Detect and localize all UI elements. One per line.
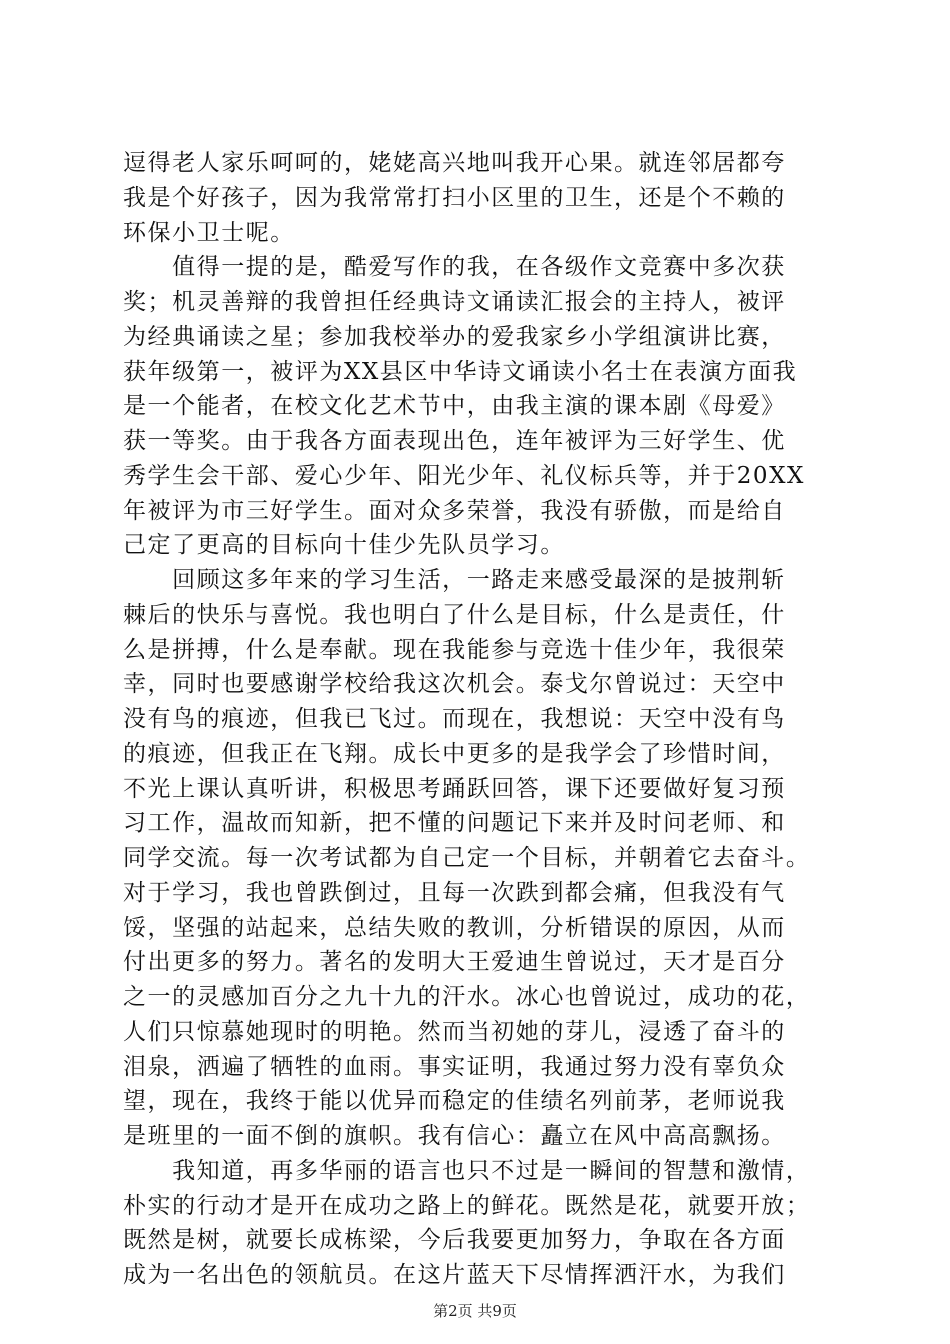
text-line: 的痕迹，但我正在飞翔。成长中更多的是我学会了珍惜时间， [123,740,786,767]
text-line: 我知道，再多华丽的语言也只不过是一瞬间的智慧和激情， [123,1157,811,1184]
text-line: 是一个能者，在校文化艺术节中，由我主演的课本剧《母爱》 [123,393,786,420]
text-line: 获一等奖。由于我各方面表现出色，连年被评为三好学生、优 [123,428,786,454]
text-line: 之一的灵感加百分之九十九的汗水。冰心也曾说过，成功的花， [123,984,811,1010]
text-line: 对于学习，我也曾跌倒过，且每一次跌到都会痛，但我没有气 [123,879,786,906]
text-line: 成为一名出色的领航员。在这片蓝天下尽情挥洒汗水，为我们 [123,1262,786,1288]
text-line: 么是拼搏，什么是奉献。现在我能参与竞选十佳少年，我很荣 [123,636,786,663]
text-line: 年被评为市三好学生。面对众多荣誉，我没有骄傲，而是给自 [123,497,786,524]
text-line: 泪泉，洒遍了牺牲的血雨。事实证明，我通过努力没有辜负众 [123,1053,786,1080]
text-line: 环保小卫士呢。 [123,219,295,246]
text-line: 获年级第一，被评为XX县区中华诗文诵读小名士在表演方面我 [123,358,798,385]
text-line: 逗得老人家乐呵呵的，姥姥高兴地叫我开心果。就连邻居都夸 [123,150,786,176]
text-line: 是班里的一面不倒的旗帜。我有信心：矗立在风中高高飘扬。 [123,1123,786,1149]
text-line: 人们只惊慕她现时的明艳。然而当初她的芽儿，浸透了奋斗的 [123,1018,786,1045]
text-line: 棘后的快乐与喜悦。我也明白了什么是目标，什么是责任，什 [123,601,786,628]
text-line: 奖；机灵善辩的我曾担任经典诗文诵读汇报会的主持人，被评 [123,289,786,315]
text-line: 秀学生会干部、爱心少年、阳光少年、礼仪标兵等，并于20XX [123,462,805,489]
text-line: 同学交流。每一次考试都为自己定一个目标，并朝着它去奋斗。 [123,845,811,871]
text-line: 值得一提的是，酷爱写作的我，在各级作文竞赛中多次获 [123,254,786,281]
page-number-footer: 第2页 共9页 [433,1302,517,1320]
text-line: 不光上课认真听讲，积极思考踊跃回答，课下还要做好复习预 [123,775,786,802]
text-line: 付出更多的努力。著名的发明大王爱迪生曾说过，天才是百分 [123,949,786,976]
text-line: 馁，坚强的站起来，总结失败的教训，分析错误的原因，从而 [123,914,786,941]
document-body [123,146,833,1293]
text-line: 既然是树，就要长成栋梁，今后我要更加努力，争取在各方面 [123,1227,786,1254]
text-line: 回顾这多年来的学习生活，一路走来感受最深的是披荆斩 [123,567,786,593]
text-line: 朴实的行动才是开在成功之路上的鲜花。既然是花，就要开放； [123,1192,811,1219]
text-line: 望，现在，我终于能以优异而稳定的佳绩名列前茅，老师说我 [123,1088,786,1115]
text-line: 为经典诵读之星；参加我校举办的爱我家乡小学组演讲比赛， [123,323,786,350]
text-line: 我是个好孩子，因为我常常打扫小区里的卫生，还是个不赖的 [123,184,786,211]
text-line: 己定了更高的目标向十佳少先队员学习。 [123,532,565,559]
text-line: 没有鸟的痕迹，但我已飞过。而现在，我想说：天空中没有鸟 [123,706,786,732]
text-line: 幸，同时也要感谢学校给我这次机会。泰戈尔曾说过：天空中 [123,671,786,698]
text-line: 习工作，温故而知新，把不懂的问题记下来并及时问老师、和 [123,810,786,837]
